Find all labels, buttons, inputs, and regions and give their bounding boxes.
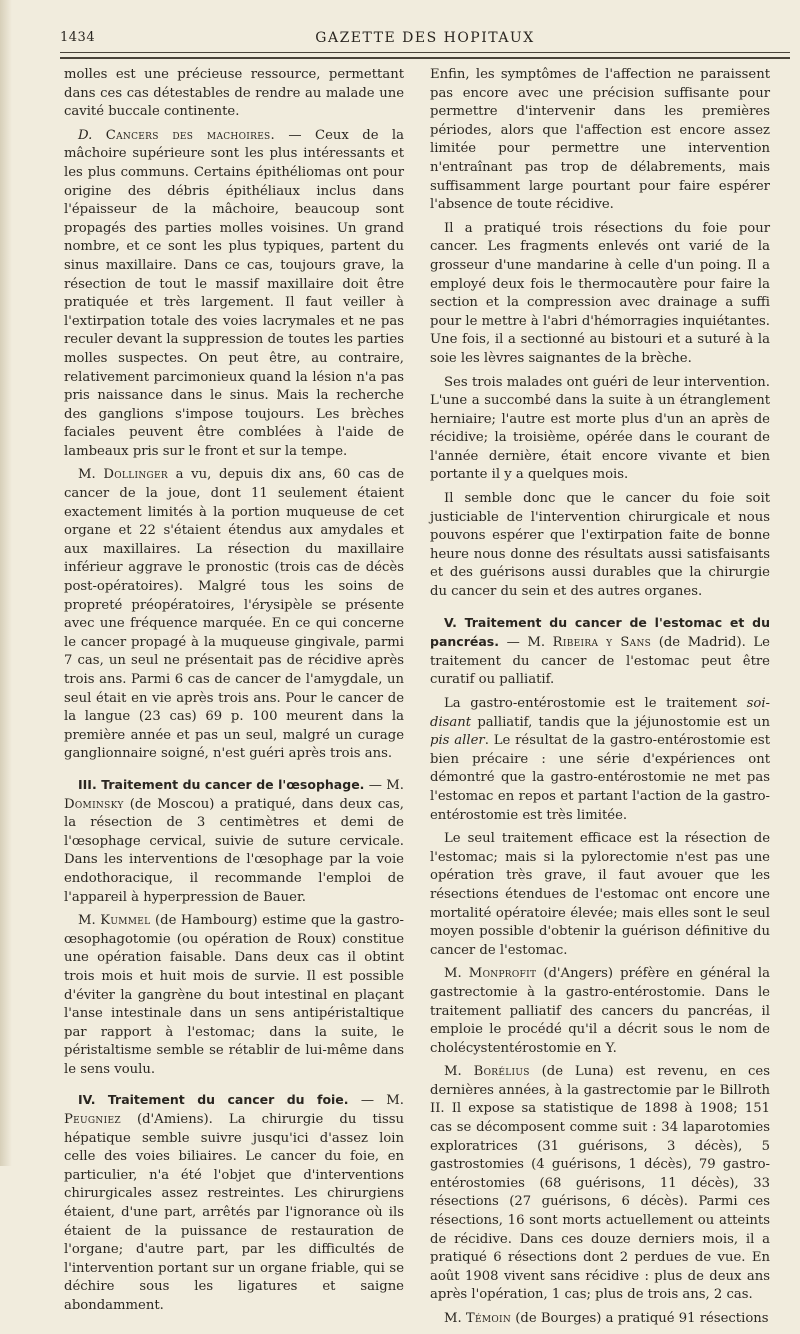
paragraph-monprofit	[430, 965, 770, 1058]
section-heading: IV. Traitement du cancer du foie.	[78, 1092, 349, 1108]
paragraph-oesophage	[64, 776, 404, 907]
paragraph-kummel	[64, 912, 404, 1079]
paragraph-text: Ses trois malades ont guéri de leur intervention. L'une a succombé dans la suite à un étranglement herniaire; l'autre est morte plus d'un an après de récidive; la troisième, opérée dans le courant de l'année dernière, était encore vivante et bien portante il y a quelques mois.	[430, 374, 770, 483]
page-header	[60, 30, 790, 50]
paragraph-temoin	[430, 1310, 770, 1329]
paragraph-text: palliatif, tandis que la jéjunostomie est un	[471, 714, 770, 730]
dash: — M.	[498, 635, 553, 651]
author-name: Dominsky	[64, 796, 124, 812]
dash: — M.	[364, 777, 404, 793]
author-name: Borélius	[473, 1064, 530, 1080]
author-name: Monprofit	[468, 966, 537, 982]
author-name: Kummel	[100, 913, 151, 929]
running-head: GAZETTE DES HOPITAUX	[315, 30, 535, 46]
paragraph-estomac	[430, 614, 770, 690]
left-column	[64, 66, 404, 1321]
section-heading: V. Traitement du cancer de l'estomac et du pancréas.	[430, 614, 770, 650]
page-spine-shadow	[0, 0, 12, 1166]
prefix: M.	[444, 966, 469, 982]
italic-term: pis aller	[430, 733, 485, 749]
paragraph-borelius	[430, 1063, 770, 1305]
paragraph-text: . Le résultat de la gastro-entérostomie est bien précaire : une série d'expériences ont démontré que la gastro-entérostomie ne met pas l'estomac en repos et partant l'action de la gastro-entérostomie est très limitée.	[430, 733, 770, 823]
paragraph-text: (de Moscou) a pratiqué, dans deux cas, la résection de 3 centimètres et demi de l'œsophage cervical, suivie de suture cervicale. Dans les interventions de l'œsophage par la voie endothoracique, il recommande l'emploi de l'appareil à hyperpression de Bauer.	[64, 796, 404, 905]
prefix: M.	[78, 913, 101, 929]
paragraph	[430, 374, 770, 486]
paragraph-text: a vu, depuis dix ans, 60 cas de cancer de la joue, dont 11 seulement étaient exactement limités à la portion muqueuse de cet organe et 22 s'étaient étendus aux amydales et aux maxillaires. La résection du maxillaire inférieur aggrave le pronostic (trois cas de décès post-opératoires). Malgré tous les soins de propreté préopératoires, l'érysipèle se présente avec une fréquence marquée. En ce qui concerne le cancer propagé à la muqueuse gingivale, parmi 7 cas, un seul ne présentait pas de récidive après trois ans. Parmi 6 cas de cancer de l'amygdale, un seul était en vie après trois ans. Pour le cancer de la langue (23 cas) 69 p. 100 meurent dans la première année et pas un seul, malgré un curage ganglionnaire soigné, n'est guéri après trois ans.	[64, 467, 404, 762]
paragraph-cancers-machoires	[64, 127, 404, 462]
paragraph-text: (de Madrid). Le traitement du cancer de l'estomac peut être curatif ou palliatif.	[430, 635, 770, 688]
paragraph	[430, 490, 770, 602]
paragraph	[64, 66, 404, 122]
page-number: 1434	[60, 30, 96, 45]
header-rule-thick	[60, 57, 790, 59]
prefix: M.	[78, 467, 104, 483]
right-column	[430, 66, 770, 1334]
paragraph-text: molles est une précieuse ressource, permettant dans ces cas détestables de rendre au malade une cavité buccale continente.	[64, 67, 404, 120]
paragraph-text: (d'Amiens). La chirurgie du tissu hépatique semble suivre jusqu'ici d'assez loin celle des voies biliaires. Le cancer du foie, en particulier, n'a été l'objet que d'interventions chirurgicales assez restreintes. Les chirurgiens étaient, d'une part, arrêtés par l'ignorance où ils étaient de la puissance de restauration de l'organe; d'autre part, par les difficultés de l'intervention portant sur un organe friable, qui se déchire sous les ligatures et saigne abondamment.	[64, 1112, 404, 1313]
section-heading: Cancers des machoires.	[105, 127, 276, 143]
header-rule-thin	[60, 52, 790, 53]
paragraph-text: (d'Angers) préfère en général la gastrectomie à la gastro-entérostomie. Dans le traitement palliatif des cancers du pancréas, il emploie le procédé qu'il a décrit sous le nom de cholécystentérostomie en Y.	[430, 966, 770, 1056]
paragraph-text: Le seul traitement efficace est la résection de l'estomac; mais si la pylorectomie n'est pas une opération très grave, il faut avouer que les résections étendues de l'estomac ont encore une mortalité opératoire élevée; mais elles sont le seul moyen possible d'obtenir la guérison définitive du cancer de l'estomac.	[430, 831, 770, 958]
italic-term: soi-disant	[430, 696, 770, 730]
paragraph-text: La gastro-entérostomie est le traitement	[444, 696, 747, 711]
dash: — M.	[348, 1093, 404, 1109]
author-name: Peugniez	[64, 1112, 121, 1128]
paragraph	[430, 220, 770, 369]
paragraph-text: — Ceux de la mâchoire supérieure sont les plus intéressants et les plus communs. Certains épithéliomas ont pour origine des débris épithéliaux inclus dans l'épaisseur de la mâchoire, beaucoup sont propagés des parties molles voisines. Un grand nombre, et ce sont les plus typiques, partent du sinus maxillaire. Dans ce cas, toujours grave, la résection de tout le massif maxillaire doit être pratiquée et très largement. Il faut veiller à l'extirpation totale des voies lacrymales et ne pas reculer devant la suppression de toutes les parties molles suspectes. On peut être, au contraire, relativement parcimonieux quand la lésion n'a pas pris naissance dans le sinus. Mais la recherche des ganglions s'impose toujours. Les brèches faciales peuvent être comblées à l'aide de lambeaux pris sur le front et sur la tempe.	[64, 127, 404, 459]
paragraph-foie	[64, 1091, 404, 1315]
prefix: M.	[444, 1064, 474, 1080]
paragraph-text: (de Bourges) a pratiqué 91 résections	[511, 1311, 769, 1326]
paragraph	[430, 66, 770, 215]
prefix: M.	[444, 1311, 466, 1326]
section-label: D.	[78, 127, 93, 143]
paragraph-text: (de Luna) est revenu, en ces dernières années, à la gastrectomie par le Billroth II. Il expose sa statistique de 1898 à 1908; 151 cas se décomposent comme suit : 34 laparotomies exploratrices (31 guérisons, 3 décès), 5 gastrostomies (4 guérisons, 1 décès), 79 gastro-entérostomies (68 guérisons, 11 décès), 33 résections (27 guérisons, 6 décès). Parmi ces résections, 16 sont morts actuellement ou atteints de récidive. Dans ces douze derniers mois, il a pratiqué 6 résections dont 2 perdues de vue. En août 1908 vivent sans récidive : plus de deux ans après l'opération, 1 cas; plus de trois ans, 2 cas.	[430, 1064, 770, 1303]
paragraph-text: Il a pratiqué trois résections du foie pour cancer. Les fragments enlevés ont varié de la grosseur d'une mandarine à celle d'un poing. Il a employé deux fois le thermocautère pour faire la section et la compression avec drainage a suffi pour le mettre à l'abri d'hémorragies inquiétantes. Une fois, il a sectionné au bistouri et a suturé à la soie les lèvres saignantes de la brèche.	[430, 220, 770, 366]
author-name: Ribeira y Sans	[552, 635, 652, 651]
paragraph	[430, 695, 770, 825]
author-name: Témoin	[465, 1311, 512, 1326]
paragraph-text: Enfin, les symptômes de l'affection ne paraissent pas encore avec une précision suffisante pour permettre d'intervenir dans les premières périodes, alors que l'affection est encore assez limitée pour permettre une intervention n'entraînant pas trop de délabrements, mais suffisamment large pourtant pour faire espérer l'absence de toute récidive.	[430, 67, 770, 213]
section-heading: III. Traitement du cancer de l'œsophage.	[78, 776, 365, 792]
author-name: Dollinger	[103, 467, 168, 483]
paragraph-dollinger	[64, 466, 404, 764]
paragraph-text: Il semble donc que le cancer du foie soit justiciable de l'intervention chirurgicale et nous pouvons espérer que l'extirpation faite de bonne heure nous donne des résultats aussi satisfaisants et des guérisons aussi durables que la chirurgie du cancer du sein et des autres organes.	[430, 491, 770, 600]
paragraph	[430, 830, 770, 960]
paragraph-text: (de Hambourg) estime que la gastro-œsophagotomie (ou opération de Roux) constitue une opération faisable. Dans deux cas il obtint trois mois et huit mois de survie. Il est possible d'éviter la gangrène du bout intestinal en plaçant l'anse intestinale dans un sens antipéristaltique par rapport à l'estomac; dans la suite, le péristaltisme semble se rétablir de lui-même dans le sens voulu.	[64, 913, 404, 1077]
